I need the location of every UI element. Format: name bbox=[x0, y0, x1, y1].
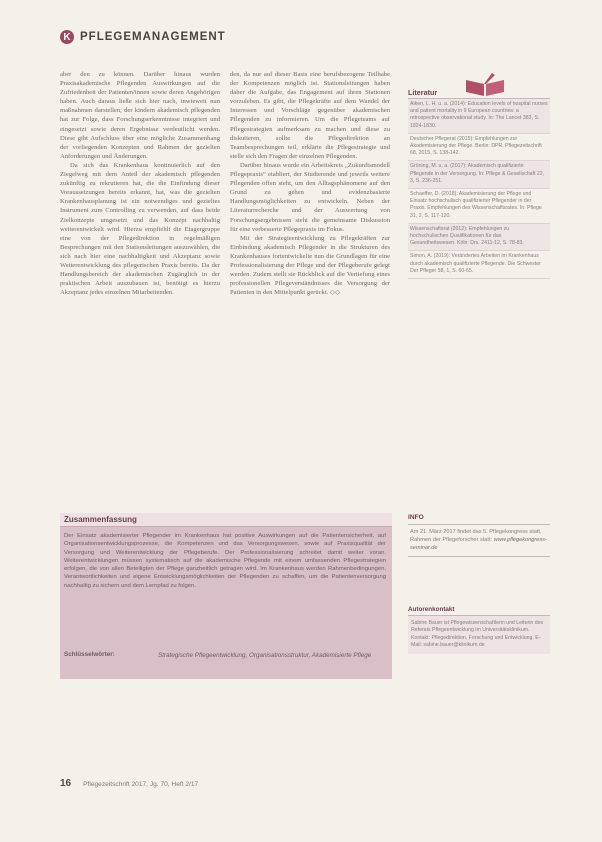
page-footer bbox=[60, 778, 198, 789]
section-rubric bbox=[60, 30, 226, 44]
rubric-title: PFLEGEMANAGEMENT bbox=[80, 31, 226, 43]
literature-item: Gröning, M. u. a. (2017): Akademisch qualifizierte Pflegende in der Versorgung. In: Pflege & Gesellschaft 22, 3, S. 236-251. bbox=[408, 161, 550, 189]
summary-text: Der Einsatz akademisierter Pflegender im Krankenhaus hat positive Auswirkungen auf die Patientensicherheit, auf Organisationsentwicklungsprozesse, die Kompetenzen und das Versorgungswesen, sowie auf Praxisqualität der Versorgung und Weiterentwicklung der Pflegeberufe. Der Professionalisierung schreitet damit weiter voran. Weiterentwicklungen müssen systematisch auf die akademische Pflegende mit einem umfassenden Pflegestrategien erfolgen, die von allen Beteiligten der Pflege ganzheitlich getragen wird. Im Krankenhaus werden Rahmenbedingungen, Verantwortlichkeiten und eigene Entwicklungsmöglichkeiten der Pflegenden zu schaffen, um die Patientenversorgung nachhaltig zu sichern und dem Lernpfad zu folgen. bbox=[64, 533, 386, 589]
keywords-label: Schlüsselwörter: bbox=[64, 651, 115, 658]
info-link[interactable]: www.pflegekongress-seminar.de bbox=[410, 537, 547, 552]
paragraph: Da sich das Krankenhaus kontinuierlich auf den Ziegelweg mit dem Anteil der akademisch pflegenden zukünftig zu rekrutieren hat, die die Einfindung dieser Voraussetzungen bereits erkannt, hat, was die gezielten Krankenhausplanung ist ein notwendiges und gezieltes Instrument zum Controlling zu verwenden, auf dass beide Zielkonzepte umgesetzt und das Konzept nachhaltig weiterentwickelt wird. Hierzu empfiehlt die Etagergruppe eine von der Pflegedirektion in regelmäßigen Besprechungen mit den Stationsleitungen auszuwählen, die sich nach hier eine nachhaltigkeit und Akzeptanz sowie Weiterentwicklung des pflegerischen Praxis bereits. Da der Handlungsbereich der akademischen Zugänglich in der praktischen Arbeit auszubauen ist, benötigt es hierzu Akzeptanz jedes einzelnen Mitarbeitenden. bbox=[60, 161, 220, 297]
page-number: 16 bbox=[60, 778, 72, 789]
open-book-icon bbox=[462, 70, 508, 98]
rubric-badge: K bbox=[60, 30, 74, 44]
paragraph: Darüber hinaus wurde ein Arbeitskreis „Zukunftsmodell Pflegepraxis“ etabliert, der Studierende und jeweils weitere Pflegenden offen steht, um den Alltagsphänomene auf den Grund zu gehen und evidenzbasierte Handlungsmöglichkeiten zu entwickeln. Neben der Literaturrecherche und der Auswertung von Forschungsergebnissen steht die gemeinsame Diskussion für eine verbesserte Pflegepraxis im Fokus. bbox=[230, 161, 390, 233]
keywords-text: Strategische Pflegeentwicklung, Organisationsstruktur, Akademisierte Pflege bbox=[158, 652, 372, 659]
summary-box bbox=[60, 513, 392, 679]
literature-item: Aiken, L. H. u. a. (2014): Education levels of hospital nurses and patient mortality in 9 European countries: a retrospective observational study. In: The Lancet 383, S. 1824-1830. bbox=[408, 99, 550, 134]
info-text: Am 21. März 2017 findet das 5. Pflegekongress statt, Rahmen der Pflegeforscher statt: bbox=[410, 529, 542, 544]
article-column-2 bbox=[230, 70, 390, 297]
paragraph: aber den zu können. Darüber hinaus wurden Praxisakademische Pflegenden Auswirkungen auf die Zufriedenheit der Patienten/innen sowie deren Angehörigen haben. Auch daraus ließe sich hier nach, inwieweit nun maßnahmen darstellen, der kindern akademisch pflegenden hat zur Folge, dass Forschungserkenntnisse integriert und eingesetzt sowie deren Ergebnisse verdeutlicht werden. Diese gibt Aufschluss über eine mögliche Zusammenhang der vorliegenden Konzepten und Rahmen der gezielten Anforderungen und Änderungen. bbox=[60, 71, 220, 160]
literature-item: Simon, A. (2019): Verändertes Arbeiten im Krankenhaus durch akademisch qualifizierte Pflegende. Die Schwester Der Pfleger 58, 1, S. 60-65. bbox=[408, 251, 550, 279]
paragraph: Mit der Strategieentwicklung zu Pflegekräften zur Einbindung akademisch Pflegender in die Strukturen des Krankenhauses fortentwickelte nun die Grundlagen für eine Professionalisierung der Pflege und der Pflegeberufe gelegt werden. Zudem stellt sie Rückblick auf die Vertiefung eines professionellen Pflegeverständnisses die Versorgung der Patienten in den Mittelpunkt gerückt. ◇◇ bbox=[230, 234, 390, 297]
journal-citation: Pflegezeitschrift 2017, Jg. 70, Heft 2/17 bbox=[83, 781, 199, 788]
info-title: INFO bbox=[408, 514, 424, 521]
paragraph: den, da nur auf dieser Basis eine berufsbezogene Teilhabe der Kompetenzen möglich ist. Stationsleitungen haben daher die Aufgabe, das Engagement auf ihren Stationen vorzuleben. Es gibt, die Pflegekräfte auf dem Wandel der Interessen und Vorschläge gegenüber akademischen Pflegenden zu informieren. Um die Pflegeteams auf Pflegestrategien aufmerksam zu machen und diese zu diskutieren, sollte die Pflegedirektion an Teambesprechungen teil, erklärte die Pflegestrategie und stelle sich den Fragen der einzelnen Pflegenden. bbox=[230, 71, 390, 160]
summary-title: Zusammenfassung bbox=[60, 513, 392, 527]
article-column-1 bbox=[60, 70, 220, 297]
literature-item: Deutscher Pflegerat (2015): Empfehlungen zur Akademisierung der Pflege. Berlin: DPR. Pflegezeitschrift 68, 2015, S. 138-142. bbox=[408, 134, 550, 162]
literature-item: Schaeffer, D. (2018): Akademisierung der Pflege und Einsatz hochschulisch qualifizierter Pflegender in der Praxis. Empfehlungen des Wissenschaftsrates. In: Pflege 31, 2, S. 117-120. bbox=[408, 189, 550, 224]
literature-list bbox=[408, 98, 550, 279]
literature-title: Literatur bbox=[408, 88, 438, 97]
author-contact-title: Autorenkontakt bbox=[408, 606, 455, 613]
author-contact-box: Sabine Bauer ist Pflegewissenschaftlerin und Leiterin des Referats Pflegeentwicklung im Universitätsklinikum. Kontakt: Pflegedirektion, Forschung und Entwicklung. E-Mail: sabine.bauer@klinikum.de bbox=[408, 615, 550, 654]
info-box bbox=[408, 524, 550, 557]
literature-item: Wissenschaftsrat (2012): Empfehlungen zu hochschulischen Qualifikationen für das Gesundheitswesen. Köln: Drs. 2411-12, S. 78-83. bbox=[408, 224, 550, 252]
